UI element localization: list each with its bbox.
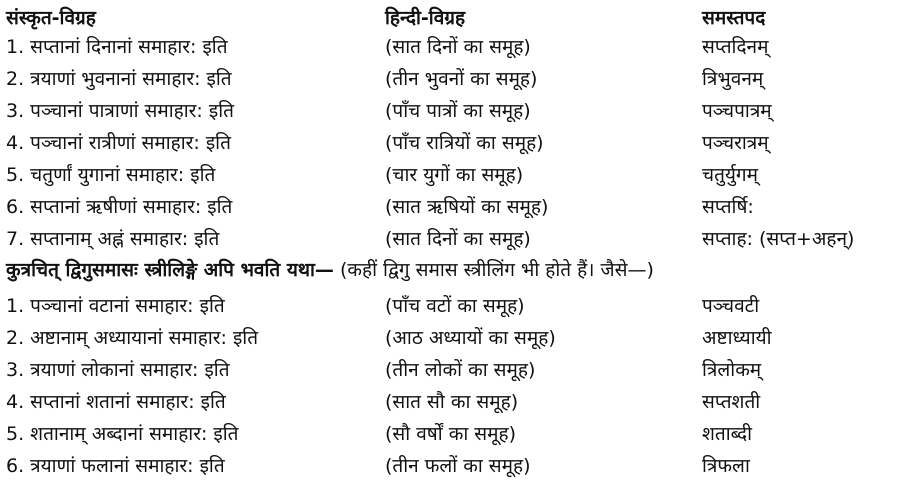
hindi-vigrah: (आठ अध्यायों का समूह) xyxy=(385,327,556,349)
sanskrit-vigrah: 4. पञ्चानां रात्रीणां समाहार: इति xyxy=(6,132,231,154)
hindi-vigrah: (तीन भुवनों का समूह) xyxy=(385,68,538,90)
sanskrit-vigrah: 1. पञ्चानां वटानां समाहार: इति xyxy=(6,295,225,317)
table-row xyxy=(0,160,921,190)
feminine-dvigu-note xyxy=(6,255,654,285)
header-samastapad: समस्तपद xyxy=(702,7,766,29)
table-row xyxy=(0,96,921,126)
header-hindi-vigrah: हिन्दी-विग्रह xyxy=(385,7,466,29)
hindi-vigrah: (चार युगों का समूह) xyxy=(385,164,524,186)
table-row xyxy=(0,64,921,94)
table-row xyxy=(0,323,921,353)
sanskrit-vigrah: 3. त्रयाणां लोकानां समाहार: इति xyxy=(6,359,230,381)
hindi-vigrah: (सौ वर्षों का समूह) xyxy=(385,423,516,445)
hindi-vigrah: (सात दिनों का समूह) xyxy=(385,228,531,250)
sanskrit-vigrah: 1. सप्तानां दिनानां समाहार: इति xyxy=(6,36,228,58)
table-row xyxy=(0,128,921,158)
samastapad: शताब्दी xyxy=(702,423,753,445)
sanskrit-vigrah: 5. चतुर्णां युगानां समाहार: इति xyxy=(6,164,216,186)
sanskrit-vigrah: 6. सप्तानां ऋषीणां समाहार: इति xyxy=(6,196,233,218)
sanskrit-vigrah: 2. अष्टानाम् अध्यायानां समाहार: इति xyxy=(6,327,259,349)
hindi-vigrah: (सात सौ का समूह) xyxy=(385,391,519,413)
samastapad: त्रिफला xyxy=(702,455,750,477)
sanskrit-vigrah: 5. शतानाम् अब्दानां समाहार: इति xyxy=(6,423,239,445)
sanskrit-vigrah: 3. पञ्चानां पात्राणां समाहार: इति xyxy=(6,100,234,122)
hindi-vigrah: (पाँच रात्रियों का समूह) xyxy=(385,132,544,154)
samastapad: सप्तदिनम् xyxy=(702,36,769,58)
table-row xyxy=(0,291,921,321)
hindi-vigrah: (सात दिनों का समूह) xyxy=(385,36,531,58)
samastapad: सप्ताह: (सप्त+अहन्) xyxy=(702,228,855,250)
samastapad: त्रिभुवनम् xyxy=(702,68,764,90)
samastapad: सप्तर्षि: xyxy=(702,196,754,218)
sanskrit-vigrah: 7. सप्तानाम् अह्नं समाहार: इति xyxy=(6,228,220,250)
table-row xyxy=(0,224,921,254)
hindi-vigrah: (तीन फलों का समूह) xyxy=(385,455,531,477)
header-sanskrit-vigrah: संस्कृत-विग्रह xyxy=(6,7,96,29)
hindi-vigrah: (पाँच वटों का समूह) xyxy=(385,295,525,317)
table-row xyxy=(0,387,921,417)
table-row xyxy=(0,192,921,222)
sanskrit-vigrah: 2. त्रयाणां भुवनानां समाहार: इति xyxy=(6,68,232,90)
hindi-vigrah: (पाँच पात्रों का समूह) xyxy=(385,100,531,122)
samastapad: चतुर्युगम् xyxy=(702,164,758,186)
sanskrit-vigrah: 6. त्रयाणां फलानां समाहार: इति xyxy=(6,455,225,477)
header-row xyxy=(0,3,921,33)
hindi-vigrah: (तीन लोकों का समूह) xyxy=(385,359,536,381)
samastapad: अष्टाध्यायी xyxy=(702,327,772,349)
samastapad: पञ्चरात्रम् xyxy=(702,132,769,154)
table-row xyxy=(0,451,921,481)
table-row xyxy=(0,419,921,449)
samastapad: पञ्चपात्रम् xyxy=(702,100,772,122)
sanskrit-vigrah: 4. सप्तानां शतानां समाहार: इति xyxy=(6,391,226,413)
note-sanskrit: कुत्रचित् द्विगुसमासः स्त्रीलिङ्गे अपि भवति यथा— xyxy=(6,259,334,281)
samastapad: त्रिलोकम् xyxy=(702,359,762,381)
table-row xyxy=(0,355,921,385)
samastapad: पञ्चवटी xyxy=(702,295,760,317)
hindi-vigrah: (सात ऋषियों का समूह) xyxy=(385,196,549,218)
note-hindi: (कहीं द्विगु समास स्त्रीलिंग भी होते हैं। जैसे—) xyxy=(339,259,654,281)
table-row xyxy=(0,32,921,62)
samastapad: सप्तशती xyxy=(702,391,761,413)
